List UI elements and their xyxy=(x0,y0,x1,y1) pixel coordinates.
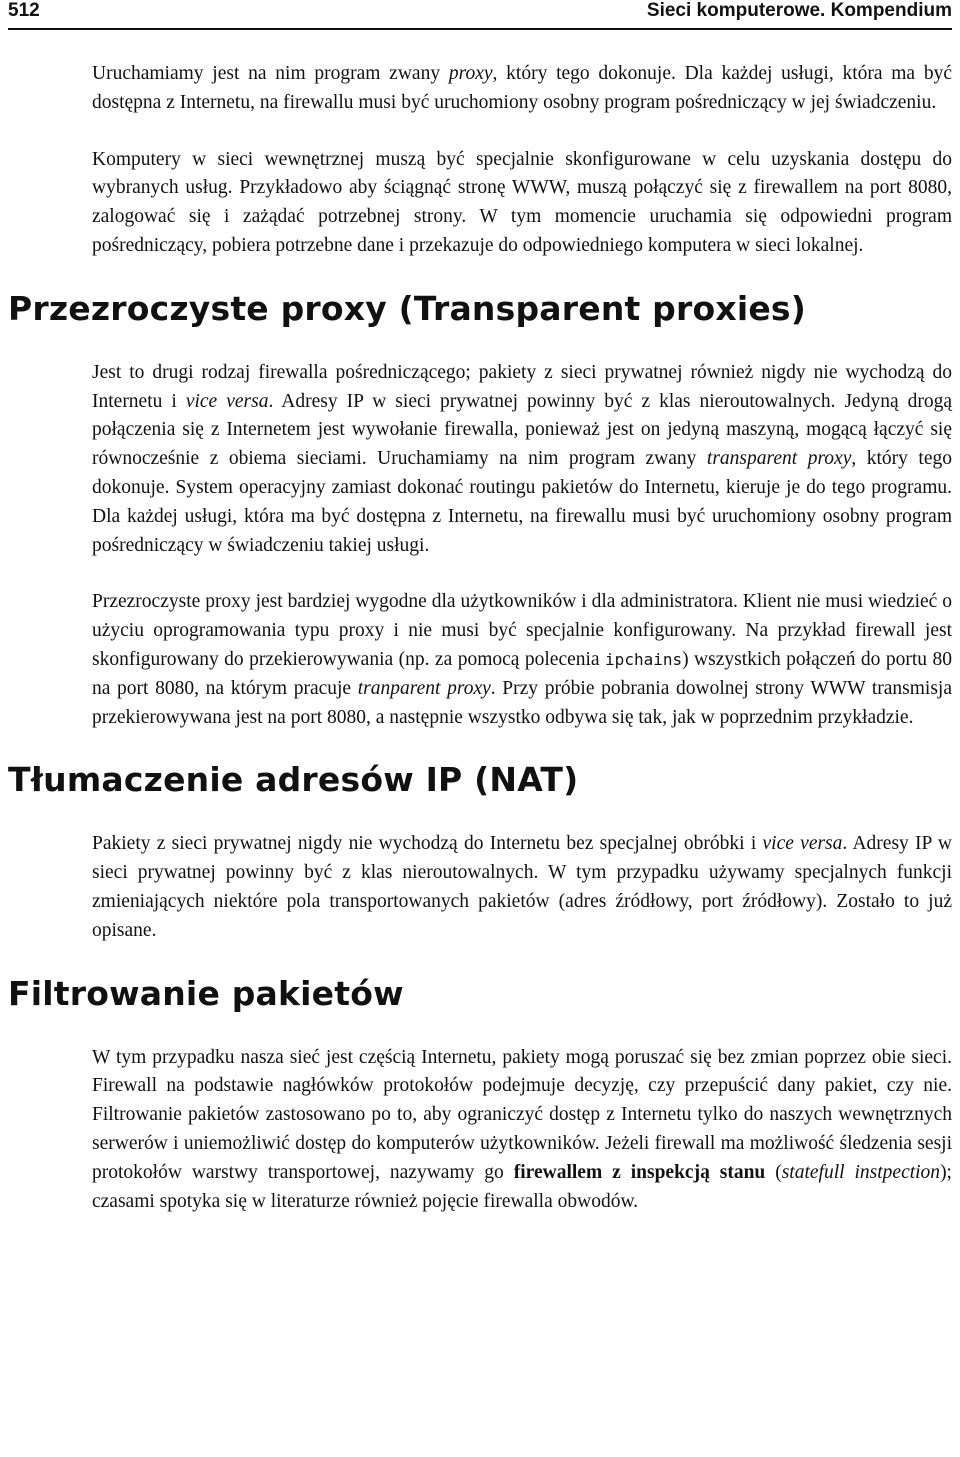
running-title: Sieci komputerowe. Kompendium xyxy=(646,0,952,21)
heading-transparent-proxies: Przezroczyste proxy (Transparent proxies) xyxy=(8,288,807,328)
heading-nat: Tłumaczenie adresów IP (NAT) xyxy=(8,760,579,800)
page-number: 512 xyxy=(8,0,40,21)
code-ipchains: ipchains xyxy=(605,649,683,669)
term-vice-versa: vice versa xyxy=(185,390,269,412)
term-transparent-proxy: transparent proxy xyxy=(706,448,852,470)
term-statefull-inspection: statefull instpection xyxy=(781,1161,941,1183)
paragraph-transparent-1: Jest to drugi rodzaj firewalla pośredniczącego; pakiety z sieci prywatnej również nigdy nie wychodzą do Internetu i vice versa. Adresy IP w sieci prywatnej powinny być z klas nieroutowalnych. Jedyną drogą połączenia się z Internetem jest wywołanie firewalla, ponieważ jest on jedyną maszyną, mogącą łączyć się równocześnie z obiema sieciami. Uruchamiamy na nim program zwany transparent proxy, który tego dokonuje. System operacyjny zamiast dokonać routingu pakietów do Internetu, kieruje je do tego programu. Dla każdej usługi, która ma być dostępna z Internetu, na firewallu musi być uruchomiony osobny program pośredniczący w świadczeniu takiej usługi. xyxy=(92,361,953,556)
paragraph-transparent-2: Przezroczyste proxy jest bardziej wygodne dla użytkowników i dla administratora. Klient nie musi wiedzieć o użyciu oprogramowania typu proxy i nie musi być specjalnie konfigurowany. Na przykład firewall jest skonfigurowany do przekierowywania (np. za pomocą polecenia ipchains) wszystkich połączeń do portu 80 na port 8080, na którym pracuje tranparent proxy. Przy próbie pobrania dowolnej strony WWW transmisja przekierowywana jest na port 8080, a następnie wszystko odbywa się tak, jak w poprzednim przykładzie. xyxy=(92,591,952,728)
term-tranparent-proxy: tranparent proxy xyxy=(357,677,491,699)
page-header xyxy=(8,0,952,30)
paragraph-internal-config: Komputery w sieci wewnętrznej muszą być specjalnie skonfigurowane w celu uzyskania dostępu do wybranych usług. Przykładowo aby ściągnąć stronę WWW, muszą połączyć się z firewallem na port 8080, zalogować się i zażądać potrzebnej strony. W tym momencie uruchamia się odpowiedni program pośredniczący, pobiera potrzebne dane i przekazuje do odpowiedniego komputera w sieci lokalnej. xyxy=(92,148,952,256)
page-content xyxy=(8,60,952,1244)
heading-packet-filtering: Filtrowanie pakietów xyxy=(8,973,404,1013)
term-stateful-firewall: firewallem z inspekcją stanu xyxy=(513,1161,766,1183)
term-vice-versa-2: vice versa xyxy=(762,833,843,855)
term-proxy: proxy xyxy=(448,63,493,84)
paragraph-packet-filtering: W tym przypadku nasza sieć jest częścią Internetu, pakiety mogą poruszać się bez zmian poprzez obie sieci. Firewall na podstawie nagłówków protokołów podejmuje decyzję, czy przepuścić dany pakiet, czy nie. Filtrowanie pakietów zastosowano po to, aby ograniczyć dostęp z Internetu tylko do naszych wewnętrznych serwerów i uniemożliwić dostęp do komputerów użytkowników. Jeżeli firewall ma możliwość śledzenia sesji protokołów warstwy transportowej, nazywamy go firewallem z inspekcją stanu (statefull instpection); czasami spotyka się w literaturze również pojęcie firewalla obwodów. xyxy=(92,1046,952,1212)
paragraph-proxy-intro: Uruchamiamy jest na nim program zwany proxy, który tego dokonuje. Dla każdej usługi, która ma być dostępna z Internetu, na firewallu musi być uruchomiony osobny program pośredniczący w jej świadczeniu. xyxy=(92,63,952,113)
paragraph-nat: Pakiety z sieci prywatnej nigdy nie wychodzą do Internetu bez specjalnej obróbki i vice versa. Adresy IP w sieci prywatnej powinny być z klas nieroutowalnych. W tym przypadku używamy specjalnych funkcji zmieniających niektóre pola transportowanych pakietów (adres źródłowy, port źródłowy). Zostało to już opisane. xyxy=(92,833,953,941)
